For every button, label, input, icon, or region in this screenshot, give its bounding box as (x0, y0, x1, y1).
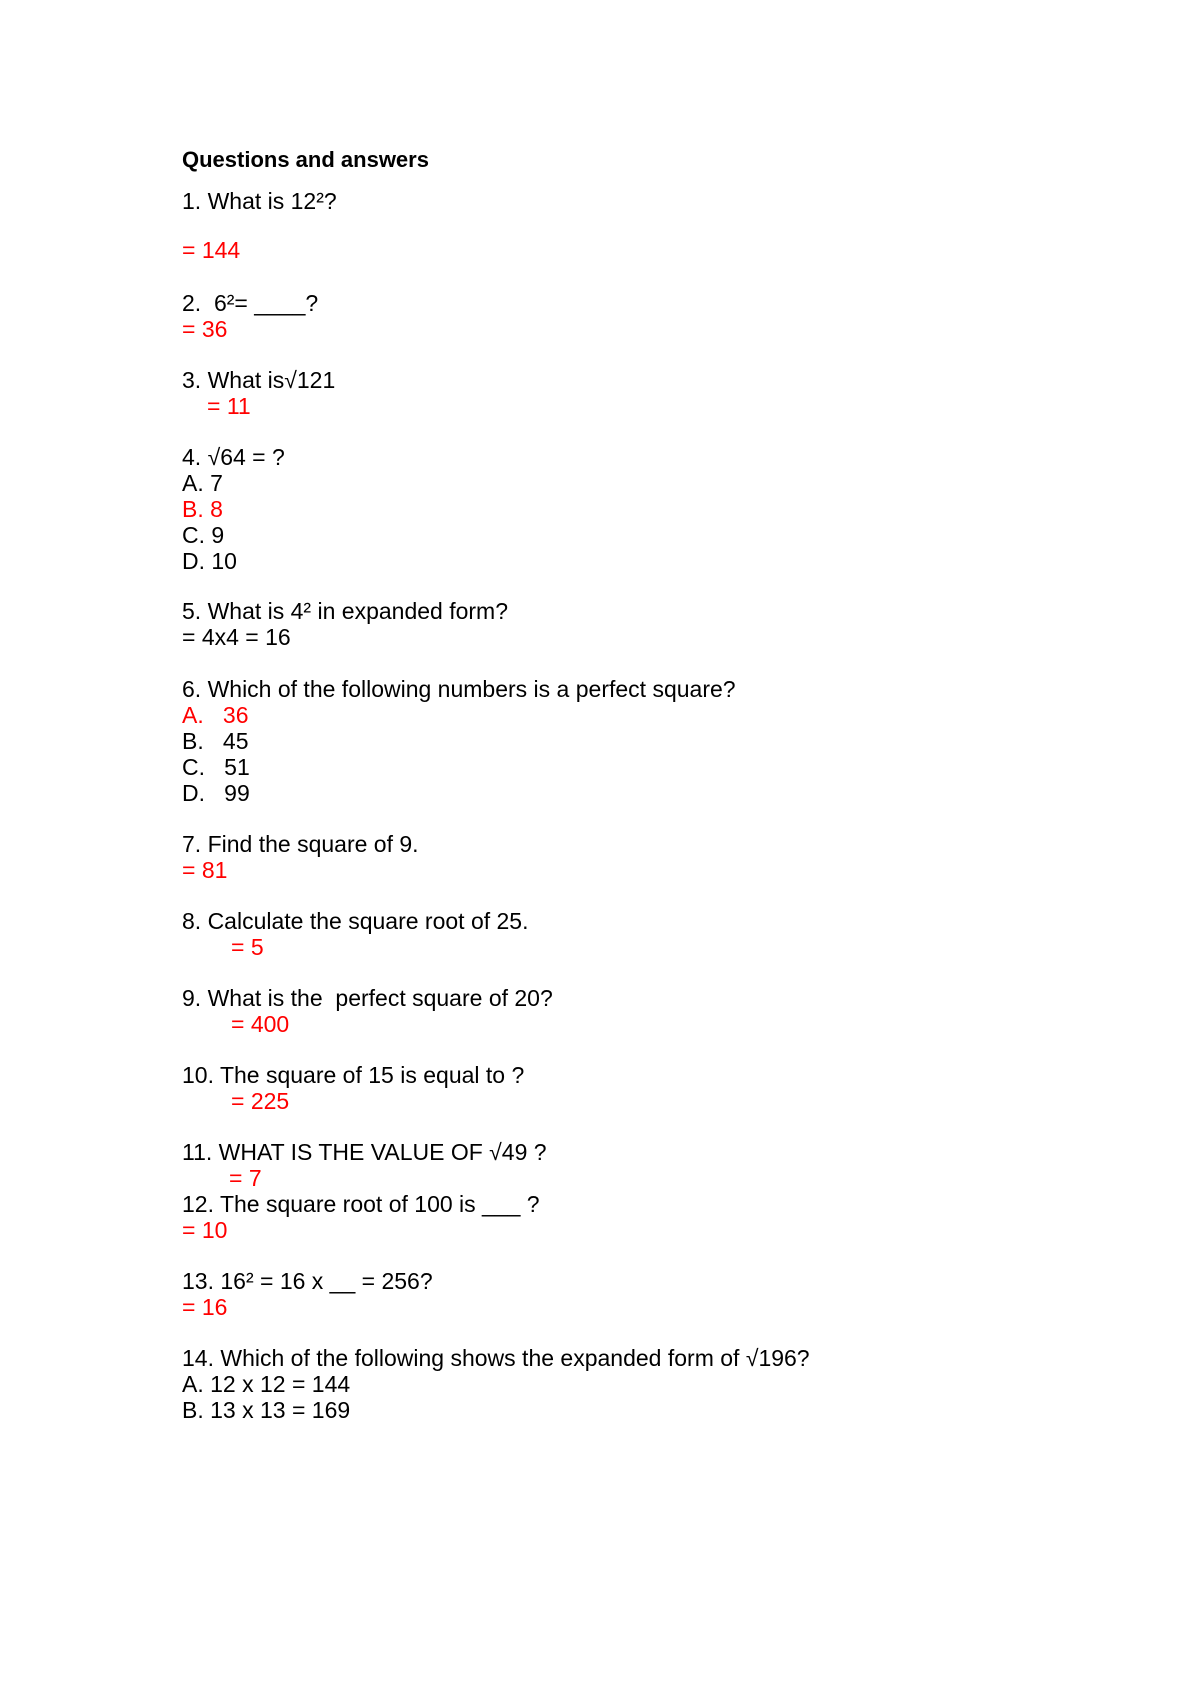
answer-1: = 144 (182, 237, 241, 263)
document-page (182, 0, 1142, 1696)
option-4a: A. 7 (182, 470, 223, 496)
question-3: 3. What is√121 (182, 367, 336, 393)
question-6: 6. Which of the following numbers is a perfect square? (182, 676, 736, 702)
question-8: 8. Calculate the square root of 25. (182, 908, 529, 934)
option-6a-answer: A. 36 (182, 702, 249, 728)
question-11: 11. WHAT IS THE VALUE OF √49 ? (182, 1139, 547, 1165)
answer-10: = 225 (231, 1088, 290, 1114)
document-title: Questions and answers (182, 147, 429, 172)
option-4b-answer: B. 8 (182, 496, 223, 522)
answer-2: = 36 (182, 316, 228, 342)
question-2: 2. 6²= ____? (182, 290, 319, 316)
question-14: 14. Which of the following shows the expanded form of √196? (182, 1345, 810, 1371)
answer-12: = 10 (182, 1217, 228, 1243)
answer-5: = 4x4 = 16 (182, 624, 291, 650)
option-4d: D. 10 (182, 548, 237, 574)
option-6b: B. 45 (182, 728, 249, 754)
question-7: 7. Find the square of 9. (182, 831, 419, 857)
answer-13: = 16 (182, 1294, 228, 1320)
answer-3: = 11 (207, 393, 251, 419)
option-14b: B. 13 x 13 = 169 (182, 1397, 351, 1423)
option-6c: C. 51 (182, 754, 250, 780)
question-5: 5. What is 4² in expanded form? (182, 598, 508, 624)
question-12: 12. The square root of 100 is ___ ? (182, 1191, 540, 1217)
question-1: 1. What is 12²? (182, 188, 337, 214)
answer-7: = 81 (182, 857, 228, 883)
question-4: 4. √64 = ? (182, 444, 285, 470)
option-4c: C. 9 (182, 522, 225, 548)
question-9: 9. What is the perfect square of 20? (182, 985, 553, 1011)
answer-11: = 7 (229, 1165, 262, 1191)
option-14a: A. 12 x 12 = 144 (182, 1371, 351, 1397)
question-13: 13. 16² = 16 x __ = 256? (182, 1268, 433, 1294)
question-10: 10. The square of 15 is equal to ? (182, 1062, 525, 1088)
answer-8: = 5 (231, 934, 264, 960)
answer-9: = 400 (231, 1011, 290, 1037)
option-6d: D. 99 (182, 780, 250, 806)
